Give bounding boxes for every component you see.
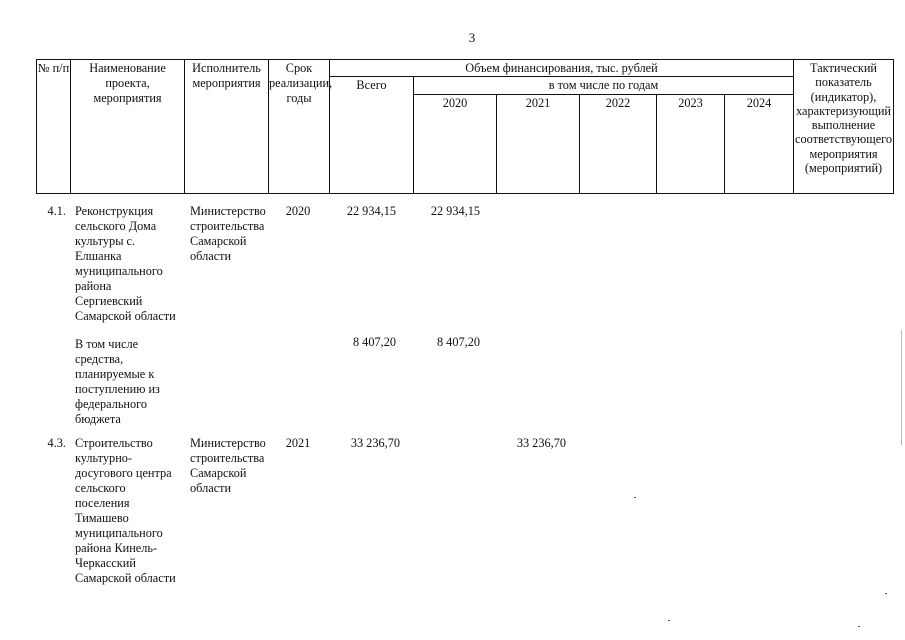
header-no: № п/п xyxy=(37,60,71,194)
header-executor: Исполнитель мероприятия xyxy=(185,60,269,194)
implementation-year: 2020 xyxy=(285,204,311,218)
header-by-years: в том числе по годам xyxy=(414,77,794,95)
implementation-year: 2021 xyxy=(285,436,311,450)
project-name: В том числе средства, планируемые к поступлению из федерального бюджета xyxy=(75,337,160,426)
amount-2020: 8 407,20 xyxy=(436,335,480,349)
page-number: 3 xyxy=(468,30,476,45)
scan-speck xyxy=(668,620,670,621)
header-year-2022: 2022 xyxy=(580,95,657,194)
funding-table-header xyxy=(36,59,894,194)
header-year-2020: 2020 xyxy=(414,95,497,194)
total-amount: 22 934,15 xyxy=(346,204,396,218)
row-number: 4.3. xyxy=(47,436,66,450)
header-term: Срок реализации, годы xyxy=(269,60,330,194)
amount-2021: 33 236,70 xyxy=(516,436,566,450)
header-year-2023: 2023 xyxy=(657,95,725,194)
scan-speck xyxy=(634,497,636,498)
total-amount: 8 407,20 xyxy=(352,335,396,349)
scan-speck xyxy=(885,593,887,594)
row-number: 4.1. xyxy=(47,204,66,218)
header-year-2021: 2021 xyxy=(497,95,580,194)
header-year-2024: 2024 xyxy=(725,95,794,194)
executor-name: Министерство строительства Самарской области xyxy=(190,204,266,263)
scan-edge-line xyxy=(901,330,902,445)
project-name: Строительство культурно-досугового центра сельского поселения Тимашево муниципального района Кинель-Черкасский Самарской области xyxy=(75,436,176,585)
project-name: Реконструкция сельского Дома культуры с. Елшанка муниципального района Сергиевский Самарской области xyxy=(75,204,176,323)
header-name: Наименование проекта, мероприятия xyxy=(71,60,185,194)
executor-name: Министерство строительства Самарской области xyxy=(190,436,266,495)
amount-2020: 22 934,15 xyxy=(430,204,480,218)
total-amount: 33 236,70 xyxy=(350,436,400,450)
header-indicator: Тактический показатель (индикатор), характеризующий выполнение соответствующего мероприятия (мероприятий) xyxy=(794,60,894,194)
header-total: Всего xyxy=(330,77,414,194)
header-funding: Объем финансирования, тыс. рублей xyxy=(330,60,794,77)
scan-speck xyxy=(858,626,860,627)
